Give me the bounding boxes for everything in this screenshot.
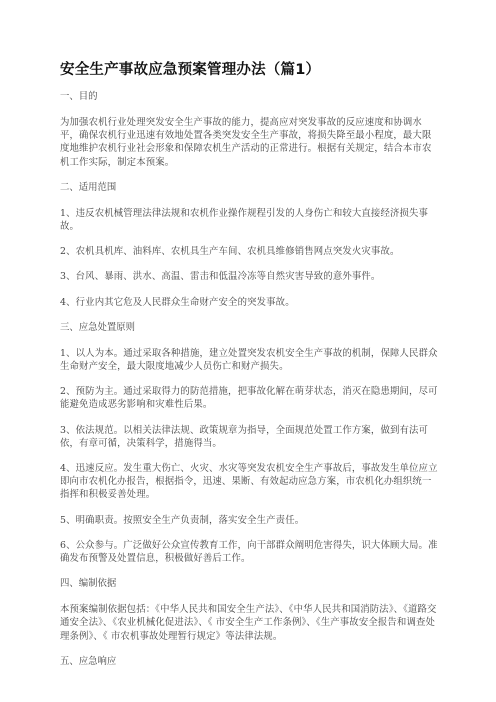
paragraph: 4、迅速反应。发生重大伤亡、火灾、水灾等突发农机安全生产事故后，事故发生单位应立即向市农机化办报告，根据指令，迅速、果断、有效起动应急方案，市农机化办组织统一指挥和积极妥善处理。	[60, 463, 438, 501]
paragraph: 为加强农机行业处理突发安全生产事故的能力，提高应对突发事故的反应速度和协调水平，确保农机行业迅速有效地处置各类突发安全生产事故，将损失降至最小程度，最大限度地维护农机行业社会形象和保障农机生产活动的正常进行。根据有关规定，结合本市农机工作实际，制定本预案。	[60, 117, 432, 168]
paragraph: 3、台风、暴雨、洪水、高温、雷击和低温冷冻等自然灾害导致的意外事件。	[60, 271, 381, 283]
paragraph: 6、公众参与。广泛做好公众宣传教育工作，向干部群众阐明危害得失，识大体顾大局。准确发布预警及处置信息，积极做好善后工作。	[60, 539, 438, 565]
paragraph: 2、农机具机库、油料库、农机具生产车间、农机具维修销售网点突发火灾事故。	[60, 246, 400, 258]
document-title: 安全生产事故应急预案管理办法（篇1）	[60, 62, 321, 78]
section-heading-purpose: 一、目的	[60, 91, 98, 102]
paragraph: 1、以人为本。通过采取各种措施，建立处置突发农机安全生产事故的机制，保障人民群众生命财产安全，最大限度地减少人员伤亡和财产损失。	[60, 347, 438, 373]
paragraph: 2、预防为主。通过采取得力的防范措施，把事故化解在萌芽状态，消灭在隐患期间，尽可能避免造成恶劣影响和灾难性后果。	[60, 386, 438, 411]
paragraph: 3、依法规范。以相关法律法规、政策规章为指导，全面规范处置工作方案，做到有法可依，有章可循，决策科学，措施得当。	[60, 424, 429, 449]
paragraph: 1、违反农机械管理法律法规和农机作业操作规程引发的人身伤亡和较大直接经济损失事故。	[60, 207, 429, 233]
paragraph: 本预案编制依据包括：《中华人民共和国安全生产法》、《中华人民共和国消防法》、《道路交通安全法》、《农业机械化促进法》、《 市安全生产工作条例》、《生产事故安全报告和调查处理条例》、《 市农机事故处理暂行规定》等法律法规。	[60, 604, 437, 642]
paragraph: 5、明确职责。按照安全生产负责制，落实安全生产责任。	[60, 514, 305, 526]
section-heading-basis: 四、编制依据	[60, 578, 117, 590]
paragraph: 4、行业内其它危及人民群众生命财产安全的突发事故。	[60, 296, 295, 308]
document-page	[60, 60, 440, 681]
section-heading-response: 五、应急响应	[60, 655, 117, 667]
section-heading-scope: 二、适用范围	[60, 181, 117, 193]
section-heading-principles: 三、应急处置原则	[60, 321, 136, 333]
